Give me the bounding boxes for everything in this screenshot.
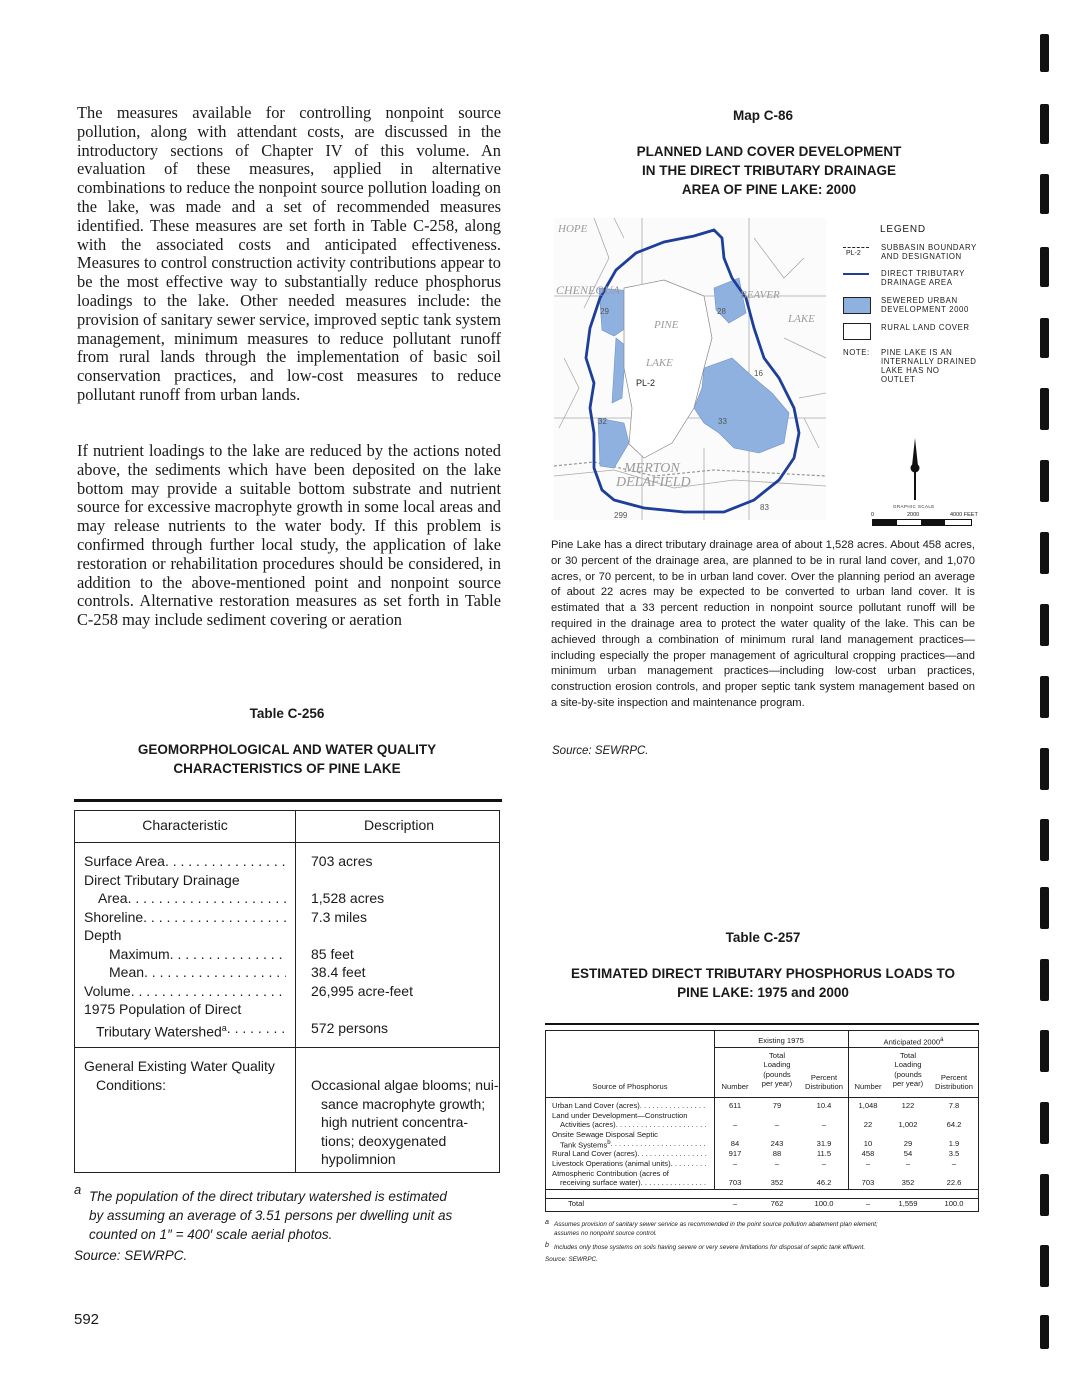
map-section-28: 28 [717,307,726,316]
intro-paragraph: The measures available for controlling nonpoint source pollution, along with attendant costs, are discussed in the introductory sections of Chapter IV of this volume. An evaluation of these measures, applied in alternative combinations to reduce the nonpoint source pollution loading on the lake, was made and a set of recommended measures identified. These measures are set forth in Table C-258, along with the associated costs and anticipated effectiveness. Measures to control construction activity contributions appear to be the most effective way to substantially reduce phosphorus loadings to the lake. Other needed measures include: the provision of sanitary sewer service, improved septic tank system management, minimum measures to reduce pollutant runoff from rural lands through the implementation of basic soil conservation practices, and low-cost measures to reduce pollutant runoff from urban lands. [77,103,501,404]
page-number: 592 [74,1311,100,1328]
table257-col-number: Number [721,1082,749,1091]
table257-col-percent-2000: Percent Distribution [935,1073,973,1092]
table256-descriptions: 703 acres 1,528 acres 7.3 miles 85 feet 38.4 feet 26,995 acre-feet 572 persons [311,853,413,1036]
map-label: Map C-86 [732,108,793,123]
map-section-32: 32 [598,417,607,426]
legend-subbasin-line [843,247,869,248]
binder-mark [1040,819,1049,861]
binder-mark [1040,174,1049,214]
table-row: Rural Land Cover (acres) . . . 917 88 11.5 458 54 3.5 [546,1149,979,1159]
table257-group-anticipated: Anticipated 2000$^a$ [883,1037,944,1047]
binder-mark [1040,34,1049,72]
binder-mark [1040,748,1049,790]
table256-col-description: Description [363,817,435,833]
drainage-map [554,218,826,520]
legend-direct: DIRECT TRIBUTARY DRAINAGE AREA [881,269,965,287]
table256 [74,810,500,1173]
legend-subbasin-code: PL-2 [846,250,861,257]
map-label-beaver: BEAVER [740,289,780,301]
map-label-lake: LAKE [646,357,673,369]
map-road-16: 16 [754,369,763,378]
legend-rural: RURAL LAND COVER [881,323,970,332]
table-row: Urban Land Cover (acres) . . . 611 79 10.4 1,048 122 7.8 [546,1101,979,1111]
binder-mark [1040,676,1049,718]
table-row: Land under Development—Construction Activities (acres) . . . – – – 22 1,002 64.2 [546,1111,979,1130]
table-row: Livestock Operations (animal units) . . . – – – – – – [546,1159,979,1169]
scale-mid: 2000 [907,512,920,518]
legend-rural-swatch [843,323,871,340]
binder-mark [1040,388,1049,430]
table256-general-description: Occasional algae blooms; nui- sance macrophyte growth; high nutrient concentra- tions; deoxygenated hypolimnion [311,1077,499,1167]
map-source: Source: SEWRPC. [552,745,649,757]
map-label-merton: MERTON [624,461,680,476]
table256-general-conditions: General Existing Water Quality Conditions: [84,1058,275,1093]
binder-mark [1040,1315,1049,1349]
scale-0: 0 [871,512,875,518]
scale-label: GRAPHIC SCALE [893,504,935,509]
legend-sewered-swatch [843,297,871,314]
table256-characteristics: Surface Area . . . Direct Tributary Drainage Area . . . Shoreline . . . Depth Maximum . . . Mean . . . Volume . . . 1975 Population of Direct Tributary Watershed$^a$ . . . [84,852,286,1041]
binder-mark [1040,532,1049,574]
table257-footnotes: a Assumes provision of sanitary sewer service as recommended in the point source pollution abatement plan element; assumes no nonpoint source control. b Includes only those systems on soils having severe or very severe limitations for disposal of septic tank effluent. Source: SEWRPC. [545,1219,878,1263]
table257-group-existing: Existing 1975 [758,1036,804,1045]
map-label-pine: PINE [654,319,679,331]
map-section-29: 29 [600,307,609,316]
map-road-299: 299 [614,511,628,520]
map-note: PINE LAKE IS AN INTERNALLY DRAINED LAKE HAS NO OUTLET [881,348,977,384]
map-subbasin-code: PL-2 [636,378,656,388]
legend-title: LEGEND [880,224,926,235]
scale-end: 4000 FEET [950,512,978,518]
graphic-scale-bar [872,519,972,526]
table257-col-total: Total Loading (pounds per year) [761,1051,793,1088]
table-row: Atmospheric Contribution (acres of receiving surface water) . . . 703 352 46.2 703 352 22.6 [546,1169,979,1188]
binder-mark [1040,604,1049,646]
table257-col-number-2000: Number [854,1082,882,1091]
map-road-83: 83 [760,503,769,512]
map-label-delafield: DELAFIELD [616,475,691,490]
table256-footnote-mark: a [74,1182,82,1197]
map-label-chenequa: CHENEQUA [556,283,620,297]
table256-col-characteristic: Characteristic [142,817,228,833]
binder-mark [1040,318,1049,358]
table256-source: Source: SEWRPC. [74,1248,188,1263]
note-label: NOTE: [843,348,870,357]
table256-title: GEOMORPHOLOGICAL AND WATER QUALITY CHARACTERISTICS OF PINE LAKE [137,742,437,776]
north-arrow-icon [905,438,925,500]
binder-mark [1040,959,1049,1001]
restoration-paragraph: If nutrient loadings to the lake are reduced by the actions noted above, the sediments which have been deposited on the lake bottom may provide a suitable bottom substrate and nutrient source for excessive macrophyte growth in some local areas and may release nutrients to the water body. If this problem is confirmed through further local study, the application of lake restoration or rehabilitation procedures should be considered, in addition to the above-mentioned point and nonpoint source controls. Alternative restoration measures as set forth in Table C-258 may include sediment covering or aeration [77,441,501,630]
table257: Existing 1975 Anticipated 2000$^a$ Source of Phosphorus Number Total Loading (pounds per year) Percent Distribution Number Total Loading (pounds per year) Percent Distribution Urban Land Cover (acres) . . . 611 79 10.4 1,048 122 7.8 Land under Development—Construction Activities (acres) . . . – – – 22 1,002 64.2 Onsite Sewage Disposal Septic Tank Systems$^b$ . . . 84 243 31.9 10 29 1.9 Rural Land Cover (acres) . . . 917 88 11.5 458 54 3.5 Livestock Operations (animal units) . . . – – – – – – Atmospheric Contribution (acres of receiving surface water) . . . 703 352 46.2 703 352 22.6 Total – 762 100.0 – 1,559 100.0 [545,1030,979,1212]
legend-direct-line [843,273,869,275]
table257-col-percent: Percent Distribution [805,1073,843,1092]
table256-top-rule [74,799,502,802]
legend-subbasin: SUBBASIN BOUNDARY AND DESIGNATION [881,243,977,261]
table257-label: Table C-257 [725,930,801,945]
binder-mark [1040,1102,1049,1144]
map-title: PLANNED LAND COVER DEVELOPMENT IN THE DIRECT TRIBUTARY DRAINAGE AREA OF PINE LAKE: 2000 [636,144,902,197]
binder-mark [1040,887,1049,929]
binder-mark [1040,247,1049,287]
table257-col-source: Source of Phosphorus [592,1082,668,1091]
table256-label: Table C-256 [249,706,325,721]
binder-mark [1040,1245,1049,1287]
table257-top-rule [545,1023,979,1025]
binder-mark [1040,460,1049,502]
table256-footnote: The population of the direct tributary watershed is estimated by assuming an average of 3.51 persons per dwelling unit as counted on 1″ = 400′ scale aerial photos. [89,1189,453,1242]
binder-mark [1040,104,1049,144]
binder-mark [1040,1174,1049,1216]
binder-mark [1040,1030,1049,1072]
table257-body [546,1101,979,1188]
map-caption: Pine Lake has a direct tributary drainage area of about 1,528 acres. About 458 acres, or 30 percent of the drainage area, are planned to be in rural land cover, and 1,070 acres, or 70 percent, to be in urban land cover. Over the planning period an average of about 22 acres may be expected to be converted to urban land cover. It is estimated that a 33 percent reduction in nonpoint source pollutant runoff will be required in the drainage area to protect the water quality of the lake. This can be achieved through a combination of minimum rural land management practices—including especially the proper management of agricultural cropping practices—and minimum urban management practices—including low-cost urban practices, construction erosion controls, and proper septic tank system management based on a site-by-site inspection and maintenance program. [551,539,975,709]
map-label-hope: HOPE [558,223,588,235]
table257-col-total-2000: Total Loading (pounds per year) [892,1051,924,1088]
table257-title: ESTIMATED DIRECT TRIBUTARY PHOSPHORUS LOADS TO PINE LAKE: 1975 and 2000 [570,966,956,1000]
map-section-33: 33 [718,417,727,426]
map-label-lake2: LAKE [788,313,815,325]
table-row: Onsite Sewage Disposal Septic Tank Systems$^b$ . . . 84 243 31.9 10 29 1.9 [546,1130,979,1149]
legend-sewered: SEWERED URBAN DEVELOPMENT 2000 [881,296,969,314]
